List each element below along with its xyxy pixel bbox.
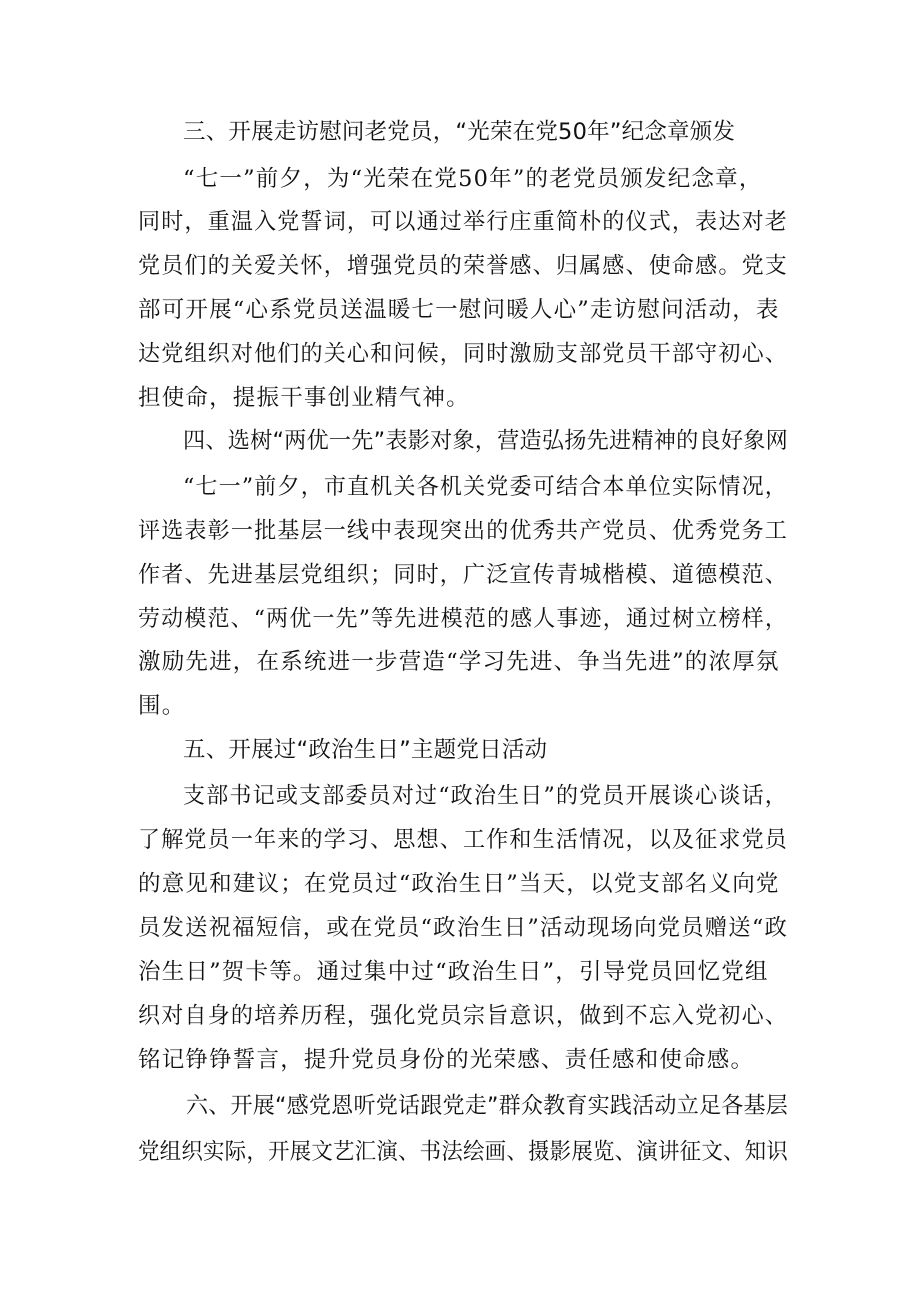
section-6-line-2: 党组织实际，开展文艺汇演、书法绘画、摄影展览、演讲征文、知识 <box>138 1139 788 1165</box>
section-4-line-1: “七一”前夕，市直机关各机关党委可结合本单位实际情况， <box>183 474 788 500</box>
section-5-line-5: 治生日”贺卡等。通过集中过“政治生日”，引导党员回忆党组 <box>138 959 769 985</box>
section-5-line-2: 了解党员一年来的学习、思想、工作和生活情况，以及征求党员 <box>138 827 788 853</box>
section-3-line-2: 同时，重温入党誓词，可以通过举行庄重简朴的仪式，表达对老 <box>138 209 788 235</box>
section-6-line-1: 六、开展“感党恩听党话跟党走”群众教育实践活动立足各基层 <box>186 1093 788 1119</box>
section-5-line-7: 铭记铮铮誓言，提升党员身份的光荣感、责任感和使命感。 <box>138 1047 755 1073</box>
section-5-line-4: 员发送祝福短信，或在党员“政治生日”活动现场向党员赠送“政 <box>138 915 788 941</box>
section-5-line-1: 支部书记或支部委员对过“政治生日”的党员开展谈心谈话， <box>183 783 788 809</box>
section-4-heading: 四、选树“两优一先”表影对象，营造弘扬先进精神的良好象网 <box>183 428 788 454</box>
section-4-line-4: 劳动模范、“两优一先”等先进模范的感人事迹，通过树立榜样， <box>138 606 788 632</box>
section-5-heading: 五、开展过“政治生日”主题党日活动 <box>183 737 548 763</box>
section-4-line-3: 作者、先进基层党组织；同时，广泛宣传青城楷模、道德模范、 <box>138 562 788 588</box>
section-3-heading: 三、开展走访慰问老党员，“光荣在党50年”纪念章颁发 <box>183 119 736 145</box>
section-3-line-1: “七一”前夕，为“光荣在党50年”的老党员颁发纪念章， <box>183 166 763 192</box>
section-3-line-5: 达党组织对他们的关心和问候，同时激励支部党员干部守初心、 <box>138 341 788 367</box>
section-4-line-5: 激励先进，在系统进一步营造“学习先进、争当先进”的浓厚氛 <box>138 649 780 675</box>
section-3-line-6: 担使命，提振干事创业精气神。 <box>138 385 470 411</box>
section-3-line-3: 党员们的关爱关怀，增强党员的荣誉感、归属感、使命感。党支 <box>138 253 788 279</box>
section-5-line-3: 的意见和建议；在党员过“政治生日”当天，以党支部名义向党 <box>138 871 780 897</box>
section-4-line-6: 围。 <box>138 693 186 719</box>
section-3-line-4: 部可开展“心系党员送温暖七一慰问暖人心”走访慰问活动，表 <box>138 297 780 323</box>
section-4-line-2: 评选表彰一批基层一线中表现突出的优秀共产党员、优秀党务工 <box>138 518 788 544</box>
section-5-line-6: 织对自身的培养历程，强化党员宗旨意识，做到不忘入党初心、 <box>138 1003 788 1029</box>
